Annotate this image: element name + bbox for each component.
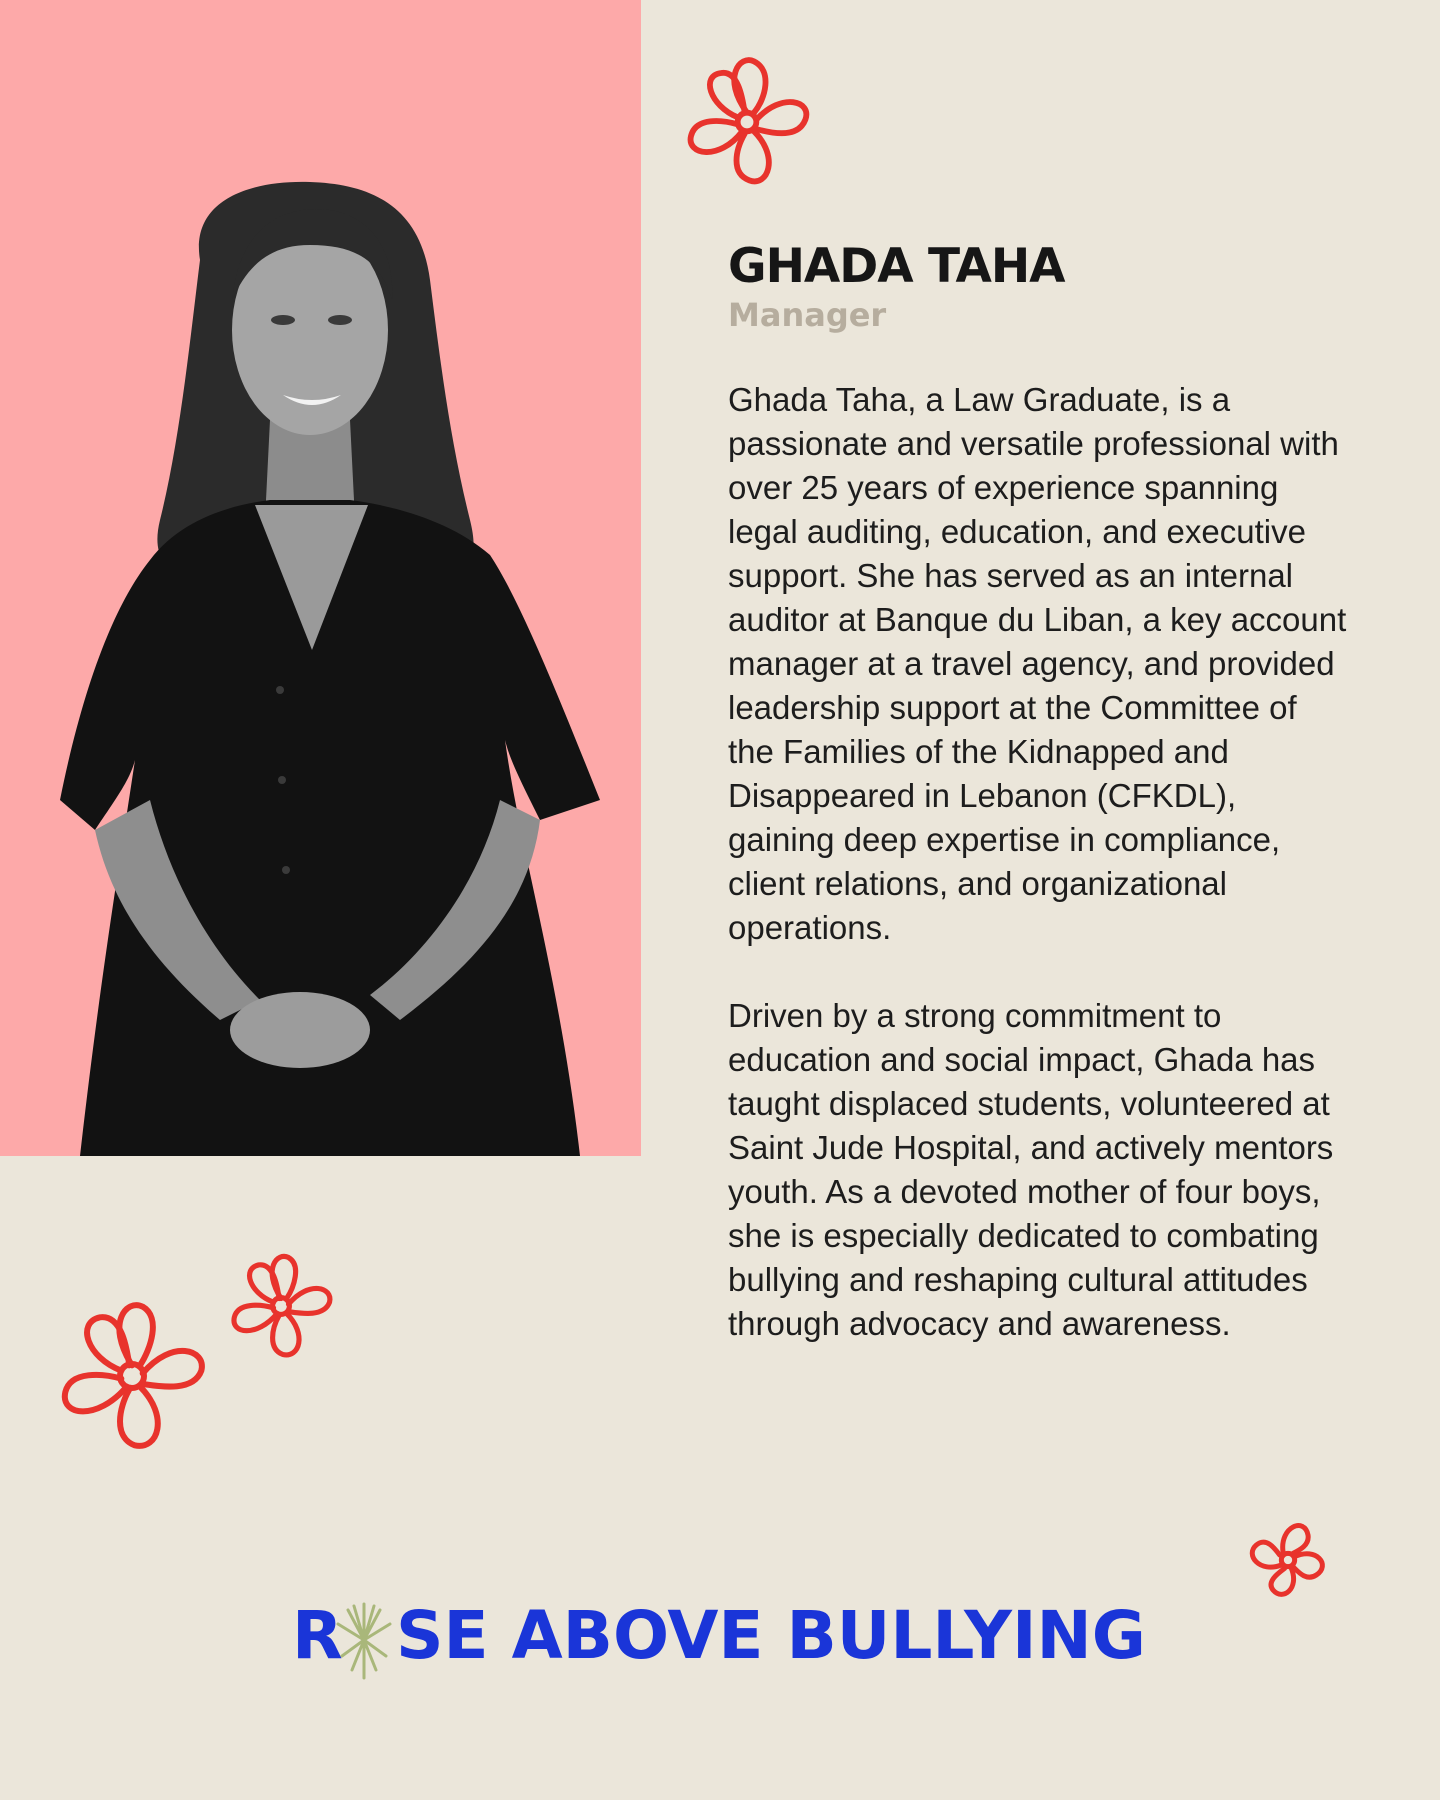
campaign-logo [288, 1580, 1168, 1690]
bio-paragraph-2: Driven by a strong commitment to education and social impact, Ghada has taught displaced students, volunteered at Saint Jude Hospital, and actively mentors youth. As a devoted mother of four boys, she is especially dedicated to combating bullying and reshaping cultural attitudes through advocacy and awareness. [728, 997, 1334, 1343]
flower-doodle-top [672, 52, 822, 192]
flower-doodle-bottom-left-small [222, 1250, 340, 1362]
portrait-photo [0, 0, 641, 1156]
person-name: GHADA TAHA [728, 239, 1065, 294]
bio-section [728, 240, 1348, 1346]
flower-doodle-bottom-left-large [52, 1290, 212, 1462]
person-role: Manager [728, 296, 887, 335]
bio-paragraph-1: Ghada Taha, a Law Graduate, is a passionate and versatile professional with over 25 years of experience spanning legal auditing, education, and executive support. She has served as an internal auditor at Banque du Liban, a key account manager at a travel agency, and provided leadership support at the Committee of the Families of the Kidnapped and Disappeared in Lebanon (CFKDL), gaining deep expertise in compliance, client relations, and organizational operations. [728, 381, 1347, 947]
flower-doodle-bottom-right [1236, 1510, 1340, 1610]
sun-emblem-icon [338, 1604, 390, 1678]
logo-text-rest: SE ABOVE BULLYING [396, 1597, 1146, 1674]
logo-text-r: R [292, 1597, 343, 1674]
